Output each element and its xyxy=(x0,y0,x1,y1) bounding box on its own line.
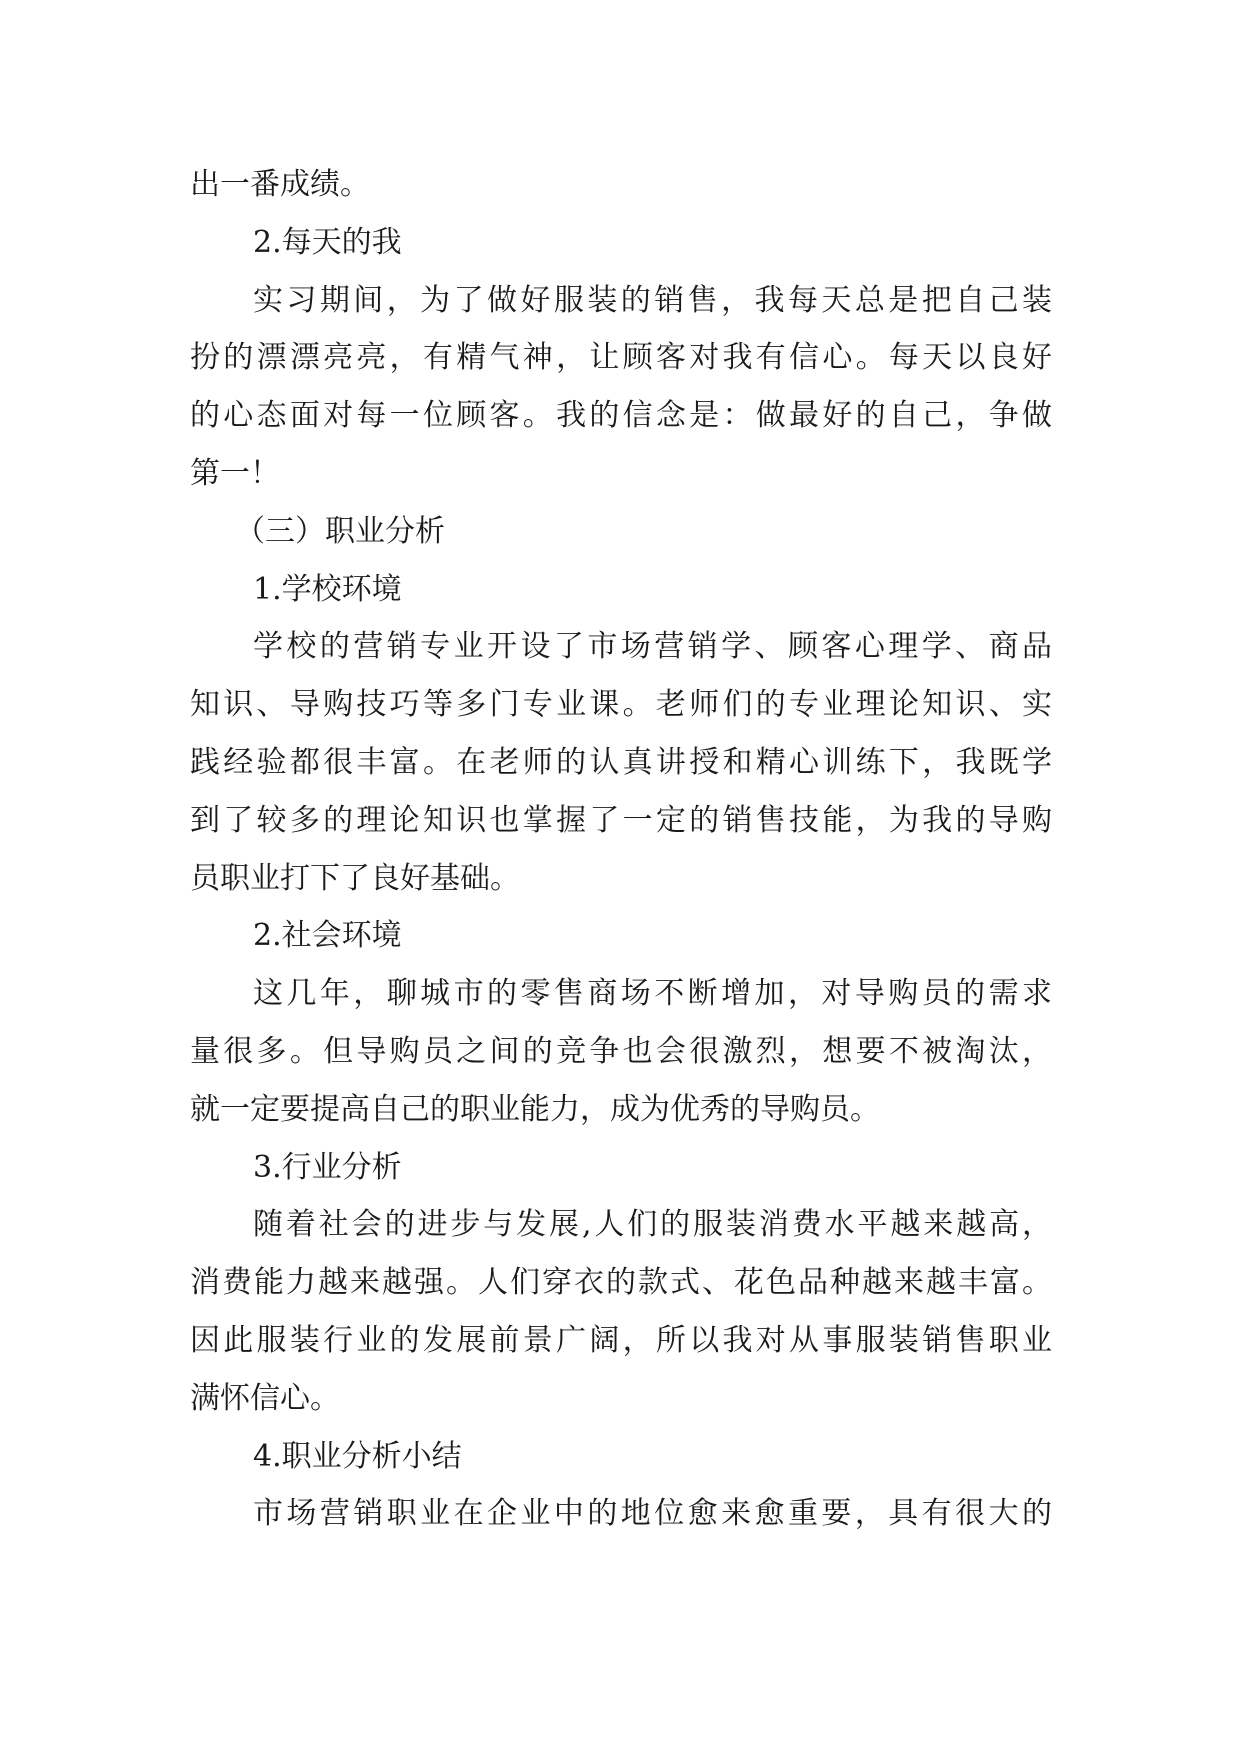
section-heading: 2.社会环境 xyxy=(253,918,402,954)
paragraph-line: 的心态面对每一位顾客。我的信念是：做最好的自己，争做 xyxy=(190,398,1052,434)
paragraph-line: 随着社会的进步与发展,人们的服装消费水平越来越高， xyxy=(253,1207,1052,1243)
paragraph-line: 市场营销职业在企业中的地位愈来愈重要，具有很大的 xyxy=(253,1496,1052,1532)
chapter-heading: （三）职业分析 xyxy=(235,513,445,549)
paragraph-line: 扮的漂漂亮亮，有精气神，让顾客对我有信心。每天以良好 xyxy=(190,340,1052,376)
paragraph-line: 实习期间，为了做好服装的销售，我每天总是把自己装 xyxy=(253,282,1052,318)
paragraph-line: 就一定要提高自己的职业能力，成为优秀的导购员。 xyxy=(190,1091,880,1127)
document-body xyxy=(190,156,1052,1543)
paragraph-line: 这几年，聊城市的零售商场不断增加，对导购员的需求 xyxy=(253,976,1052,1012)
paragraph-line: 第一！ xyxy=(190,455,280,491)
paragraph-line: 出一番成绩。 xyxy=(190,167,370,202)
section-heading: 2.每天的我 xyxy=(253,224,402,260)
paragraph-line: 知识、导购技巧等多门专业课。老师们的专业理论知识、实 xyxy=(190,687,1052,723)
paragraph-line: 践经验都很丰富。在老师的认真讲授和精心训练下，我既学 xyxy=(190,744,1052,780)
section-heading: 4.职业分析小结 xyxy=(253,1438,462,1474)
paragraph-line: 学校的营销专业开设了市场营销学、顾客心理学、商品 xyxy=(253,629,1052,665)
paragraph-line: 满怀信心。 xyxy=(190,1380,340,1416)
paragraph-line: 到了较多的理论知识也掌握了一定的销售技能，为我的导购 xyxy=(190,802,1052,838)
paragraph-line: 消费能力越来越强。人们穿衣的款式、花色品种越来越丰富。 xyxy=(190,1265,1052,1301)
paragraph-line: 因此服装行业的发展前景广阔，所以我对从事服装销售职业 xyxy=(190,1322,1052,1358)
section-heading: 3.行业分析 xyxy=(253,1149,402,1185)
paragraph-line: 量很多。但导购员之间的竞争也会很激烈，想要不被淘汰， xyxy=(190,1033,1052,1069)
paragraph-line: 员职业打下了良好基础。 xyxy=(190,860,520,896)
section-heading: 1.学校环境 xyxy=(253,571,402,607)
